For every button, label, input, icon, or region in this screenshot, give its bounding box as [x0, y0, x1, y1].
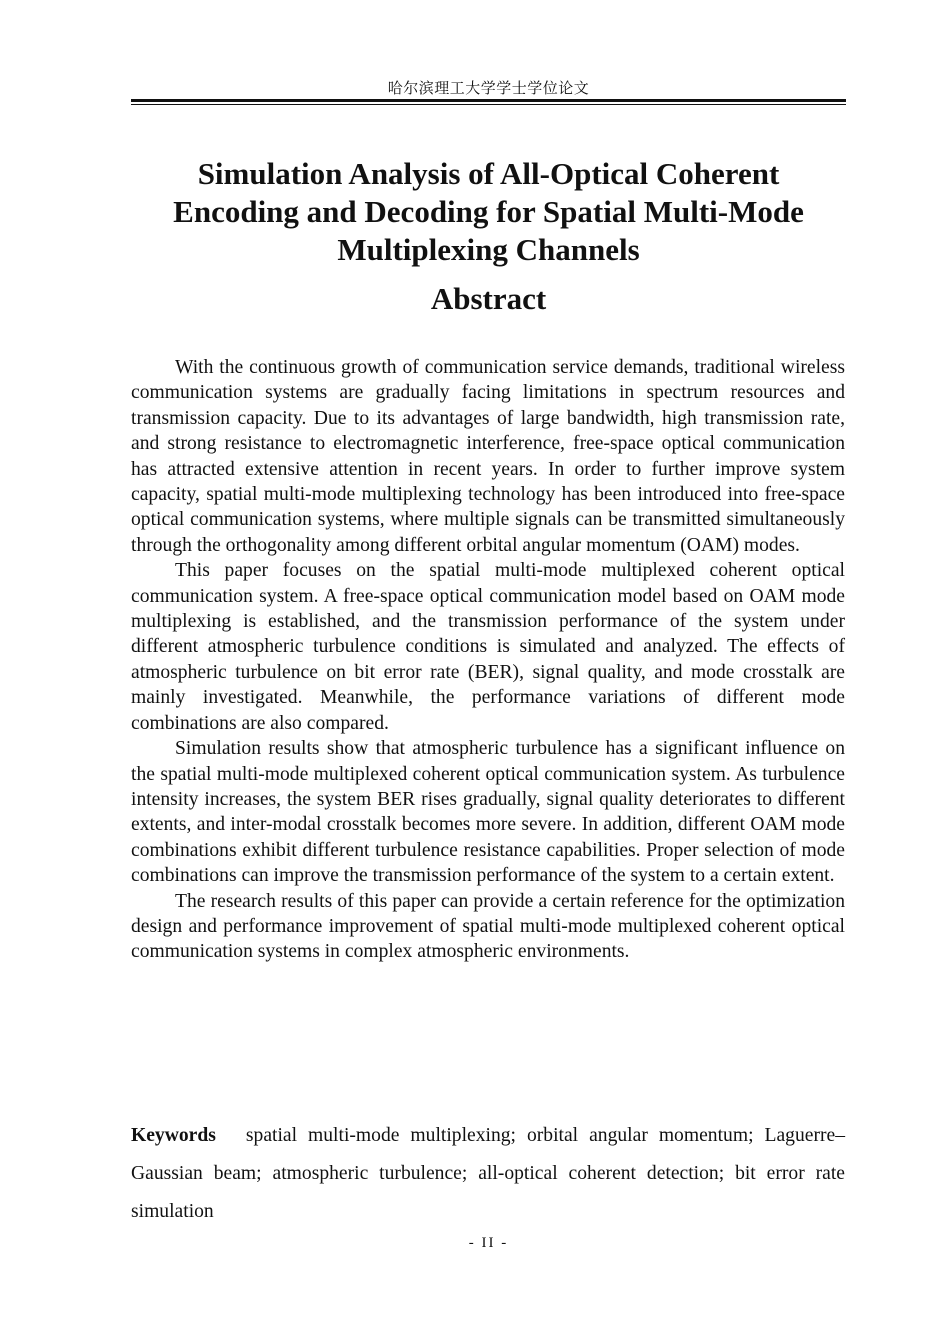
page-number: - II - [468, 1235, 509, 1251]
keywords-label: Keywords [131, 1125, 216, 1146]
running-header: 哈尔滨理工大学学士学位论文 [387, 79, 590, 97]
abstract-paragraph-2: This paper focuses on the spatial multi-mode multiplexed coherent optical communication system. A free-space optical communication model based on OAM mode multiplexing is established, and the transmission performance of the system under different atmospheric turbulence conditions is simulated and analyzed. The effects of atmospheric turbulence on bit error rate (BER), signal quality, and mode crosstalk are mainly investigated. Meanwhile, the performance variations of different mode combinations are also compared. [131, 560, 845, 734]
abstract-body [131, 355, 845, 965]
paper-title: Simulation Analysis of All-Optical Coherent Encoding and Decoding for Spatial Multi-Mode Multiplexing Channels [173, 156, 804, 267]
abstract-paragraph-4: The research results of this paper can provide a certain reference for the optimization design and performance improvement of spatial multi-mode multiplexed coherent optical communication systems in complex atmospheric environments. [131, 890, 845, 963]
header-rule-thick [131, 99, 846, 102]
keywords-section [131, 1117, 845, 1231]
header-rule-thin [131, 104, 846, 105]
abstract-paragraph-3: Simulation results show that atmospheric turbulence has a significant influence on the spatial multi-mode multiplexed coherent optical communication system. As turbulence intensity increases, the system BER rises gradually, signal quality deteriorates to different extents, and inter-modal crosstalk becomes more severe. In addition, different OAM mode combinations exhibit different turbulence resistance capabilities. Proper selection of mode combinations can improve the transmission performance of the system to a certain extent. [131, 738, 845, 887]
keywords-text: spatial multi-mode multiplexing; orbital angular momentum; Laguerre–Gaussian beam; atmospheric turbulence; all-optical coherent detection; bit error rate simulation [131, 1125, 845, 1222]
abstract-paragraph-1: With the continuous growth of communication service demands, traditional wireless communication systems are gradually facing limitations in spectrum resources and transmission capacity. Due to its advantages of large bandwidth, high transmission rate, and strong resistance to electromagnetic interference, free-space optical communication has attracted extensive attention in recent years. In order to further improve system capacity, spatial multi-mode multiplexing technology has been introduced into free-space optical communication systems, where multiple signals can be transmitted simultaneously through the orthogonality among different orbital angular momentum (OAM) modes. [131, 357, 845, 556]
abstract-heading: Abstract [430, 281, 547, 316]
